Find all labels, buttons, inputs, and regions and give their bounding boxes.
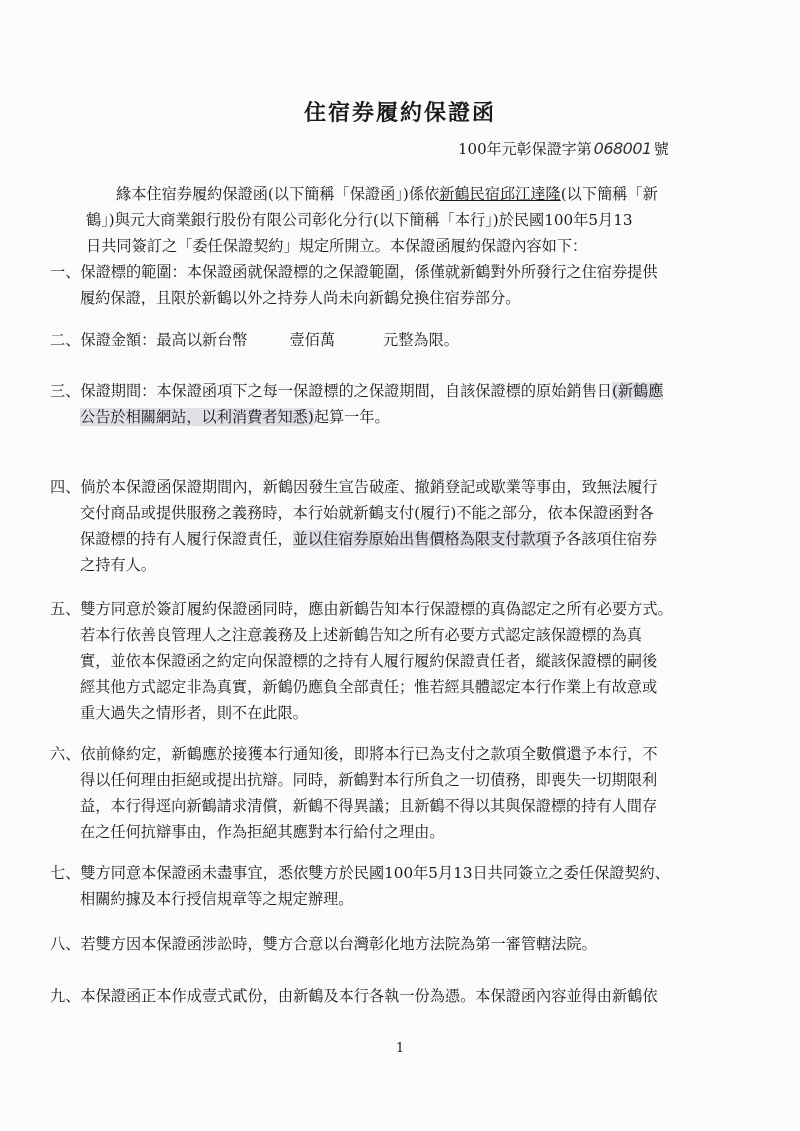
- section-7-line-2: 相關約據及本行授信規章等之規定辦理。: [80, 890, 354, 908]
- section-8-line-1: 八、若雙方因本保證函涉訟時，雙方合意以台灣彰化地方法院為第一審管轄法院。: [50, 935, 597, 953]
- section-4-line-2: 交付商品或提供服務之義務時，本行始就新鶴支付(履行)不能之部分，依本保證函對各: [80, 504, 654, 522]
- section-6-line-1: 六、依前條約定，新鶴應於接獲本行通知後，即將本行已為支付之款項全數償還予本行，不: [50, 745, 658, 763]
- section-4-line-3: [80, 528, 657, 551]
- section-3-text: 三、保證期間：本保證函項下之每一保證標的之保證期間，自該保證標的原始銷售日: [50, 382, 612, 400]
- section-2-text: 元整為限。: [383, 331, 459, 349]
- intro-line-3: 日共同簽訂之「委任保證契約」規定所開立。本保證函履約保證內容如下：: [86, 237, 588, 255]
- section-2-line-1: [50, 329, 459, 352]
- intro-party-name: 新鶴民宿邱江達隆: [439, 185, 561, 203]
- page-number: 1: [395, 1041, 405, 1056]
- section-4-line-4: 之持有人。: [80, 556, 156, 574]
- section-5-line-3: 實，並依本保證函之約定向保證標的之持有人履行履約保證責任者，縱該保證標的嗣後: [80, 652, 658, 670]
- section-4-line-1: 四、倘於本保證函保證期間內，新鶴因發生宣告破產、撤銷登記或歇業等事由，致無法履行: [50, 478, 658, 496]
- section-4-text: 予各該項住宿券: [550, 530, 658, 548]
- section-9-line-1: 九、本保證函正本作成壹式貳份，由新鶴及本行各執一份為憑。本保證函內容並得由新鶴依: [50, 987, 658, 1005]
- intro-line-1: [116, 183, 658, 206]
- section-2-text: 二、保證金額：最高以新台幣: [50, 331, 248, 349]
- section-4-text: 保證標的持有人履行保證責任，: [80, 530, 293, 548]
- document-title: 住宿券履約保證函: [303, 100, 496, 126]
- guarantee-amount: 壹佰萬: [289, 331, 335, 349]
- section-1-line-2: 履約保證，且限於新鶴以外之持券人尚未向新鶴兌換住宿券部分。: [80, 289, 521, 307]
- document-number-suffix: 號: [653, 140, 669, 158]
- document-number: [458, 138, 669, 159]
- section-5-line-5: 重大過失之情形者，則不在此限。: [80, 704, 308, 722]
- document-number-prefix: 100年元彰保證字第: [458, 140, 592, 158]
- section-6-line-3: 益，本行得逕向新鶴請求清償，新鶴不得異議；且新鶴不得以其與保證標的持有人間存: [80, 797, 658, 815]
- section-3-line-2: [80, 406, 390, 429]
- section-3-highlight: (新鶴應: [611, 382, 664, 400]
- intro-text: 緣本住宿券履約保證函(以下簡稱「保證函」)係依: [116, 185, 440, 203]
- section-3-text: 起算一年。: [313, 408, 390, 426]
- section-6-line-2: 得以任何理由拒絕或提出抗辯。同時，新鶴對本行所負之一切債務，即喪失一切期限利: [80, 771, 658, 789]
- section-3-line-1: [50, 380, 663, 403]
- handwritten-number: 068001: [593, 139, 652, 158]
- section-5-line-4: 經其他方式認定非為真實，新鶴仍應負全部責任；惟若經具體認定本行作業上有故意或: [80, 678, 658, 696]
- intro-text: (以下簡稱「新: [560, 185, 658, 203]
- section-4-highlight: 並以住宿券原始出售價格為限支付款項: [292, 530, 551, 548]
- section-5-line-2: 若本行依善良管理人之注意義務及上述新鶴告知之所有必要方式認定該保證標的為真: [80, 626, 642, 644]
- section-1-line-1: 一、保證標的範圍：本保證函就保證標的之保證範圍，係僅就新鶴對外所發行之住宿券提供: [50, 263, 658, 281]
- section-6-line-4: 在之任何抗辯事由，作為拒絕其應對本行給付之理由。: [80, 823, 445, 841]
- section-7-line-1: 七、雙方同意本保證函未盡事宜，悉依雙方於民國100年5月13日共同簽立之委任保證契約、: [50, 864, 670, 882]
- section-3-highlight: 公告於相關網站，以利消費者知悉): [80, 408, 314, 426]
- intro-line-2: 鶴」)與元大商業銀行股份有限公司彰化分行(以下簡稱「本行」)於民國100年5月13: [86, 211, 633, 229]
- section-5-line-1: 五、雙方同意於簽訂履約保證函同時，應由新鶴告知本行保證標的真偽認定之所有必要方式。: [50, 600, 673, 618]
